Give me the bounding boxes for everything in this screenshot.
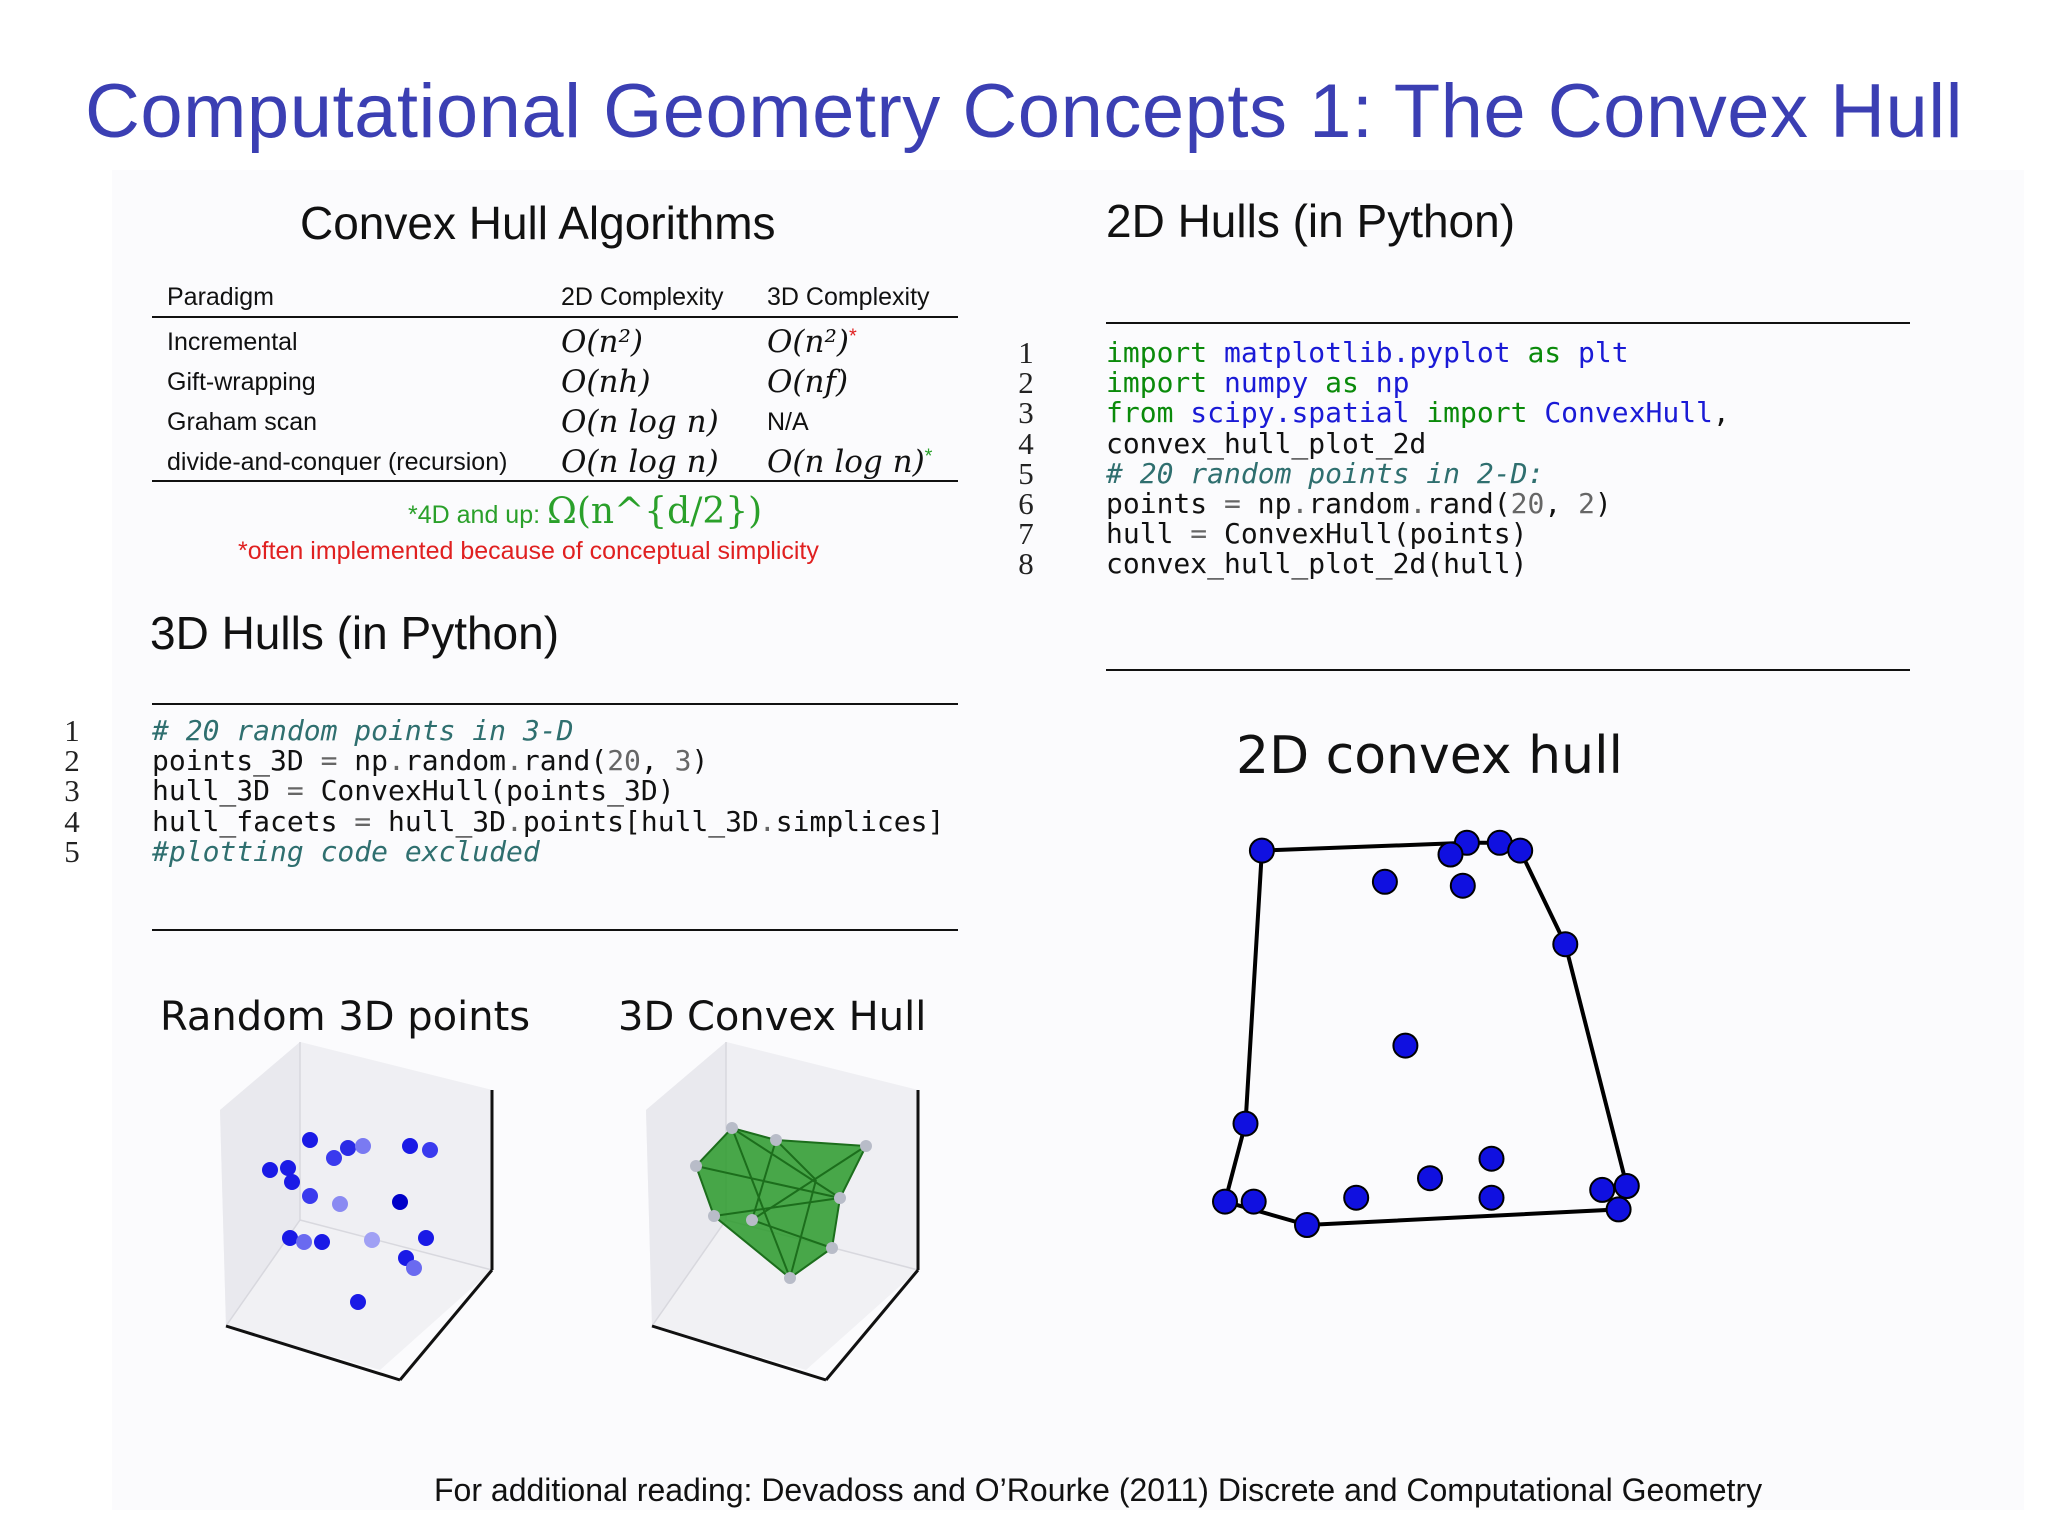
hull-2d-point [1250, 839, 1274, 863]
point-3d [340, 1140, 356, 1156]
code2d-bottom-rule [1106, 669, 1910, 671]
line-number: 6 [1018, 486, 1034, 521]
line-number: 2 [1018, 365, 1034, 401]
complexity-2d-cell: O(n log n) [561, 444, 719, 480]
paradigm-cell: Graham scan [167, 407, 318, 436]
hull-2d-point [1607, 1197, 1631, 1221]
complexity-2d-cell: O(n²) [561, 324, 643, 360]
vertex-3d [746, 1214, 758, 1226]
line-number: 4 [64, 803, 80, 839]
hull-2d-point [1553, 932, 1577, 956]
code-text: import numpy as np [1106, 366, 1410, 400]
hull-2d-point [1439, 843, 1463, 867]
point-3d [326, 1150, 342, 1166]
hull-2d-point [1418, 1166, 1442, 1190]
table-row [167, 442, 967, 482]
vertex-3d [826, 1242, 838, 1254]
point-3d [422, 1142, 438, 1158]
table-header-row [167, 280, 967, 322]
code-text: hull = ConvexHull(points) [1106, 517, 1528, 551]
code3d-bottom-rule [152, 929, 958, 931]
line-number: 5 [1018, 455, 1034, 491]
point-3d [355, 1138, 371, 1154]
vertex-3d [860, 1140, 872, 1152]
code-text: points = np.random.rand(20, 2) [1106, 487, 1612, 520]
complexity-3d-value: O(n log n) [767, 444, 925, 480]
point-3d [314, 1234, 330, 1250]
line-number: 8 [1018, 546, 1034, 582]
hull-2d-point [1480, 1186, 1504, 1210]
vertex-3d [784, 1272, 796, 1284]
point-3d [392, 1194, 408, 1210]
line-number: 4 [1018, 425, 1034, 461]
hull2d-figure-title: 2D convex hull [1236, 726, 1623, 786]
point-3d [284, 1174, 300, 1190]
line-number: 3 [64, 773, 80, 809]
code-text: import matplotlib.pyplot as plt [1106, 336, 1629, 369]
hull-2d-point [1213, 1190, 1237, 1214]
hull-2d-point [1508, 839, 1532, 863]
page-title: Computational Geometry Concepts 1: The Convex Hull [84, 69, 1964, 154]
hull-2d-point [1615, 1174, 1639, 1198]
table-row [167, 322, 967, 362]
axes-box [220, 1042, 492, 1380]
code-text: # 20 random points in 3-D [152, 714, 574, 747]
vertex-3d [708, 1210, 720, 1222]
omega-bound: Ω(n^{d/2}) [547, 491, 763, 532]
hull2d-plot [1200, 810, 1660, 1250]
vertex-3d [690, 1160, 702, 1172]
vertex-3d [726, 1122, 738, 1134]
col-paradigm: Paradigm [167, 282, 274, 311]
hull-2d-point [1295, 1213, 1319, 1237]
complexity-3d-cell: N/A [767, 407, 809, 436]
complexity-3d-cell [767, 442, 967, 482]
paradigm-cell: Gift-wrapping [167, 367, 316, 396]
code-text: #plotting code excluded [152, 834, 540, 868]
point-3d [280, 1160, 296, 1176]
code-text: hull_3D = ConvexHull(points_3D) [152, 774, 675, 808]
algorithms-table [167, 280, 967, 482]
point-3d [296, 1234, 312, 1250]
point-3d [302, 1132, 318, 1148]
hull3d-figure-title: 3D Convex Hull [618, 994, 927, 1040]
col-2d-complexity: 2D Complexity [561, 282, 724, 311]
point-3d [350, 1294, 366, 1310]
note-4d-and-up [408, 490, 762, 534]
code-text: convex_hull_plot_2d [1106, 426, 1427, 460]
col-3d-complexity: 3D Complexity [767, 282, 930, 311]
note-conceptual-simplicity: *often implemented because of conceptual simplicity [238, 537, 819, 565]
line-number: 2 [64, 743, 80, 779]
code-text: from scipy.spatial import ConvexHull, [1106, 396, 1730, 430]
point-3d [332, 1196, 348, 1212]
vertex-3d [770, 1134, 782, 1146]
footer-reading: For additional reading: Devadoss and O’Rourke (2011) Discrete and Computational Geometry [434, 1472, 1763, 1508]
hull-2d-point [1451, 874, 1475, 898]
random3d-figure-title: Random 3D points [160, 994, 531, 1040]
line-number: 1 [64, 713, 80, 748]
point-3d [418, 1230, 434, 1246]
complexity-3d-cell [767, 322, 967, 362]
algorithms-heading: Convex Hull Algorithms [300, 197, 776, 249]
point-3d [262, 1162, 278, 1178]
footnote-mark-red: * [849, 325, 857, 348]
hull-2d-point [1590, 1178, 1614, 1202]
point-3d [302, 1188, 318, 1204]
line-number: 3 [1018, 395, 1034, 431]
code-text: hull_facets = hull_3D.points[hull_3D.simplices] [152, 804, 945, 838]
point-3d [364, 1232, 380, 1248]
hull3d-plot [626, 1030, 946, 1410]
vertex-3d [834, 1192, 846, 1204]
table-row [167, 362, 967, 402]
hull-2d-point [1242, 1190, 1266, 1214]
point-3d [402, 1138, 418, 1154]
line-number: 7 [1018, 516, 1034, 552]
hulls3d-heading: 3D Hulls (in Python) [150, 607, 560, 659]
point-3d [282, 1230, 298, 1246]
footnote-mark-green: * [924, 445, 933, 468]
line-number: 5 [64, 833, 80, 869]
table-row [167, 402, 967, 442]
complexity-3d-cell: O(nf) [767, 364, 849, 400]
hull-2d-point [1234, 1112, 1258, 1136]
code2d-top-rule [1106, 322, 1910, 324]
hull-2d-point [1373, 870, 1397, 894]
paradigm-cell: Incremental [167, 327, 298, 356]
code-text: # 20 random points in 2-D: [1106, 456, 1545, 490]
hulls2d-heading: 2D Hulls (in Python) [1106, 195, 1516, 247]
code-text: points_3D = np.random.rand(20, 3) [152, 744, 709, 778]
complexity-3d-value: O(n²) [767, 324, 849, 360]
paradigm-cell: divide-and-conquer (recursion) [167, 447, 508, 476]
point-3d [406, 1260, 422, 1276]
complexity-2d-cell: O(nh) [561, 364, 651, 400]
hull-2d-point [1344, 1186, 1368, 1210]
line-number: 1 [1018, 335, 1034, 370]
note-4d-prefix: *4D and up: [408, 501, 541, 529]
hull-2d-point [1480, 1147, 1504, 1171]
code-text: convex_hull_plot_2d(hull) [1106, 547, 1528, 581]
hull-2d-point [1393, 1034, 1417, 1058]
complexity-2d-cell: O(n log n) [561, 404, 719, 440]
code3d-top-rule [152, 703, 958, 705]
random3d-plot [200, 1030, 520, 1410]
